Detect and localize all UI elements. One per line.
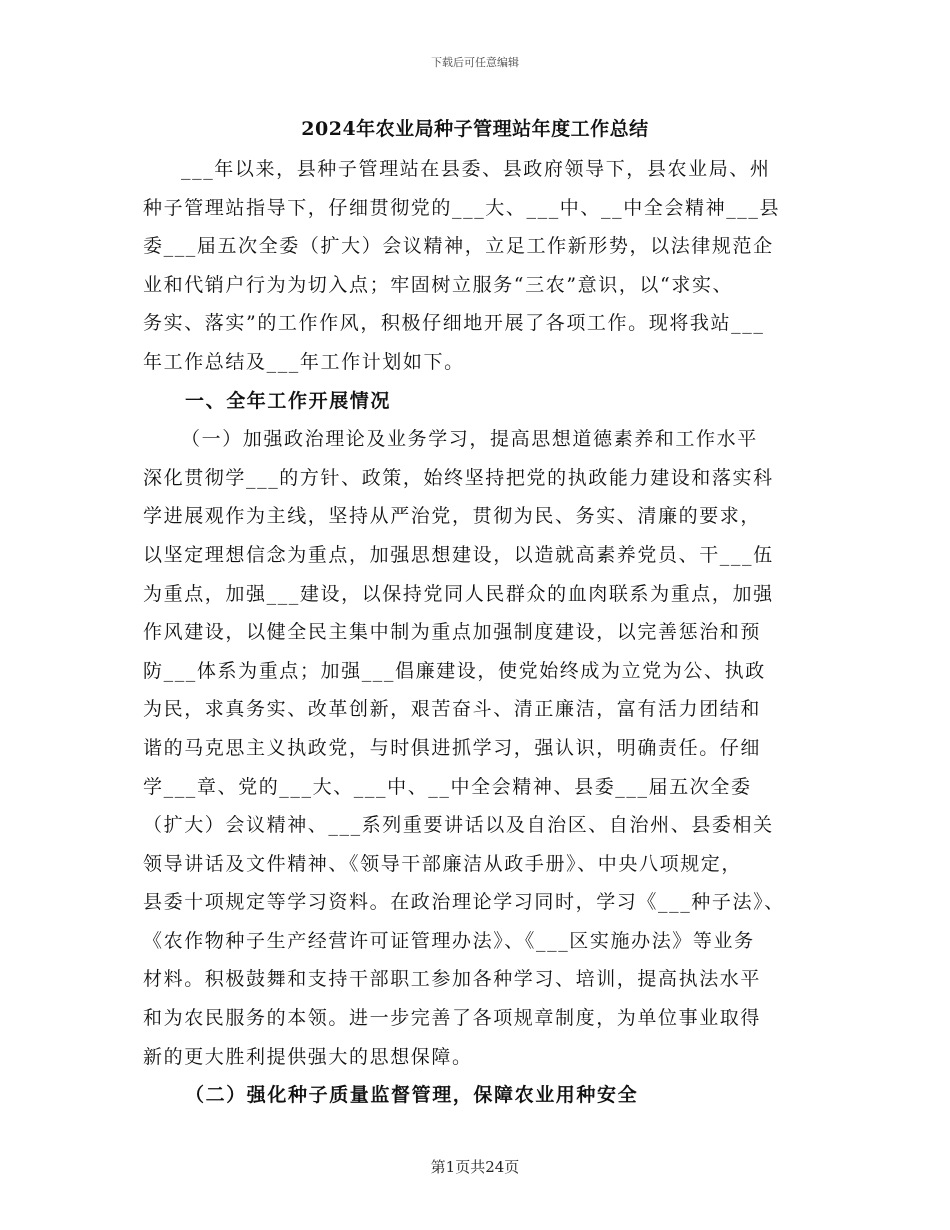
paragraph-line: 业和代销户行为为切入点；牢固树立服务“三农”意识，以“求实、 [143, 273, 734, 296]
paragraph-line: 以坚定理想信念为重点，加强思想建设，以造就高素养党员、干___伍 [143, 543, 774, 566]
paragraph-line: 谐的马克思主义执政党，与时俱进抓学习，强认识，明确责任。仔细 [143, 736, 762, 759]
paragraph-line: 务实、落实”的工作作风，积极仔细地开展了各项工作。现将我站___ [143, 312, 765, 335]
paragraph-line: 年工作总结及___年工作计划如下。 [143, 350, 465, 373]
paragraph-line: 委___届五次全委（扩大）会议精神，立足工作新形势，以法律规范企 [143, 235, 774, 258]
paragraph-line: 县委十项规定等学习资料。在政治理论学习同时，学习《___种子法》、 [143, 891, 785, 914]
paragraph-line: ___年以来，县种子管理站在县委、县政府领导下，县农业局、州 [181, 158, 771, 180]
paragraph-line: （扩大）会议精神、___系列重要讲话以及自治区、自治州、县委相关 [143, 814, 774, 837]
subsection-heading: （二）强化种子质量监督管理，保障农业用种安全 [185, 1084, 639, 1107]
paragraph-line: 和为农民服务的本领。进一步完善了各项规章制度，为单位事业取得 [143, 1007, 762, 1030]
paragraph-line: 学___章、党的___大、___中、__中全会精神、县委___届五次全委 [143, 775, 752, 798]
body-text [143, 150, 843, 1115]
paragraph-line: 为重点，加强___建设，以保持党同人民群众的血肉联系为重点，加强 [143, 582, 774, 605]
paragraph-line: 为民，求真务实、改革创新，艰苦奋斗、清正廉洁，富有活力团结和 [143, 698, 762, 721]
paragraph-line: 领导讲话及文件精神、《领导干部廉洁从政手册》、中央八项规定， [143, 852, 743, 875]
paragraph-line: 深化贯彻学___的方针、政策，始终坚持把党的执政能力建设和落实科 [143, 466, 774, 489]
header-note: 下载后可任意编辑 [431, 56, 519, 69]
paragraph-line: 新的更大胜利提供强大的思想保障。 [143, 1045, 473, 1068]
section-heading: 一、全年工作开展情况 [185, 389, 392, 412]
paragraph-line: 学进展观作为主线，坚持从严治党，贯彻为民、务实、清廉的要求， [143, 505, 762, 528]
paragraph-line: 《农作物种子生产经营许可证管理办法》、《___区实施办法》等业务 [143, 929, 755, 952]
paragraph-line: 材料。积极鼓舞和支持干部职工参加各种学习、培训，提高执法水平 [143, 968, 762, 991]
page-number: 第1页共24页 [430, 1158, 520, 1176]
paragraph-line: 种子管理站指导下，仔细贯彻党的___大、___中、__中全会精神___县 [143, 196, 781, 219]
paragraph-line: 防___体系为重点；加强___倡廉建设，使党始终成为立党为公、执政 [143, 659, 766, 682]
paragraph-line: 作风建设，以健全民主集中制为重点加强制度建设，以完善惩治和预 [143, 621, 762, 644]
document-title: 2024年农业局种子管理站年度工作总结 [301, 118, 649, 140]
subsection-heading: （一）加强政治理论及业务学习，提高思想道德素养和工作水平 [181, 428, 758, 451]
